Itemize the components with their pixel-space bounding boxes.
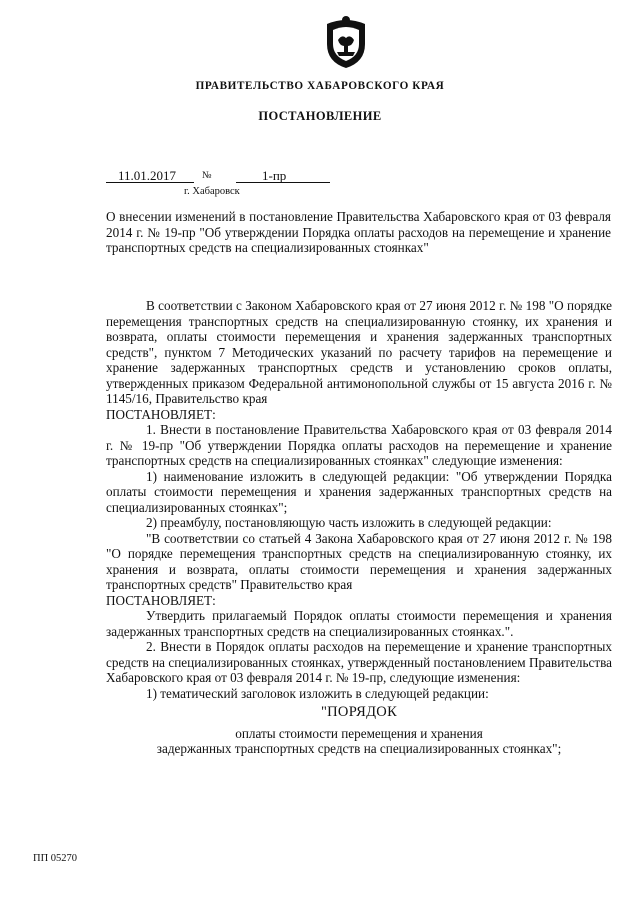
decree-body	[106, 298, 612, 757]
order-subheading-line-1: оплаты стоимости перемещения и хранения	[235, 725, 483, 741]
decree-subject: О внесении изменений в постановление Правительства Хабаровского края от 03 февраля 2014 г. № 19-пр "Об утверждении Порядка оплаты расходов на перемещение и хранение транспортных средств на специализированных стоянках"	[106, 209, 611, 255]
government-title: ПРАВИТЕЛЬСТВО ХАБАРОВСКОГО КРАЯ	[195, 80, 445, 92]
paragraph-item-1: 1. Внести в постановление Правительства Хабаровского края от 03 февраля 2014 г. № 19-пр "Об утверждении Порядка оплаты расходов на перемещение и хранение транспортных средств на специализированных стоянках" следующие изменения:	[106, 422, 612, 468]
number-sign: №	[202, 170, 212, 181]
paragraph-subitem-1: 1) наименование изложить в следующей редакции: "Об утверждении Порядка оплаты стоимости перемещения и хранения задержанных транспортных средств на специализированных стоянках";	[106, 468, 612, 515]
document-code: ПП 05270	[33, 853, 78, 864]
paragraph-subitem-2-1: 1) тематический заголовок изложить в следующей редакции:	[146, 685, 489, 701]
paragraph-approve: Утвердить прилагаемый Порядок оплаты стоимости перемещения и хранения задержанных транспортных средств на специализированных стоянках.".	[106, 608, 612, 639]
city: г. Хабаровск	[184, 186, 240, 197]
order-subheading-line-2: задержанных транспортных средств на специализированных стоянках";	[156, 741, 562, 756]
paragraph-subitem-2: 2) преамбулу, постановляющую часть изложить в следующей редакции:	[146, 515, 552, 530]
number-underline	[236, 182, 330, 183]
decree-date: 11.01.2017	[118, 168, 177, 183]
paragraph-resolves-2: ПОСТАНОВЛЯЕТ:	[106, 592, 216, 608]
decree-number: 1-пр	[262, 168, 287, 183]
date-underline	[106, 182, 194, 183]
paragraph-preamble: В соответствии с Законом Хабаровского края от 27 июня 2012 г. № 198 "О порядке перемещения транспортных средств на специализированную стоянку, их хранения и возврата, оплаты стоимости перемещения и хранения задержанных транспортных средств", пунктом 7 Методических указаний по расчету тарифов на перемещение и хранение задержанных транспортных средств и установлению сроков оплаты, утвержденных приказом Федеральной антимонопольной службы от 15 августа 2016 г. № 1145/16, Правительство края	[106, 298, 612, 406]
order-heading: "ПОРЯДОК	[320, 704, 398, 720]
paragraph-item-2: 2. Внести в Порядок оплаты расходов на перемещение и хранение транспортных средств на специализированных стоянках, утвержденный постановлением Правительства Хабаровского края от 03 февраля 2014 г. № 19-пр, следующие изменения:	[106, 639, 612, 685]
khabarovsk-coat-of-arms-icon	[323, 14, 369, 70]
paragraph-new-preamble: "В соответствии со статьей 4 Закона Хабаровского края от 27 июня 2012 г. № 198 "О порядке перемещения транспортных средств на специализированную стоянку, их хранения и возврата, оплаты стоимости перемещения и хранения задержанных транспортных средств" Правительство края	[106, 530, 612, 592]
document-type: ПОСТАНОВЛЕНИЕ	[258, 109, 382, 123]
paragraph-resolves: ПОСТАНОВЛЯЕТ:	[106, 406, 216, 422]
